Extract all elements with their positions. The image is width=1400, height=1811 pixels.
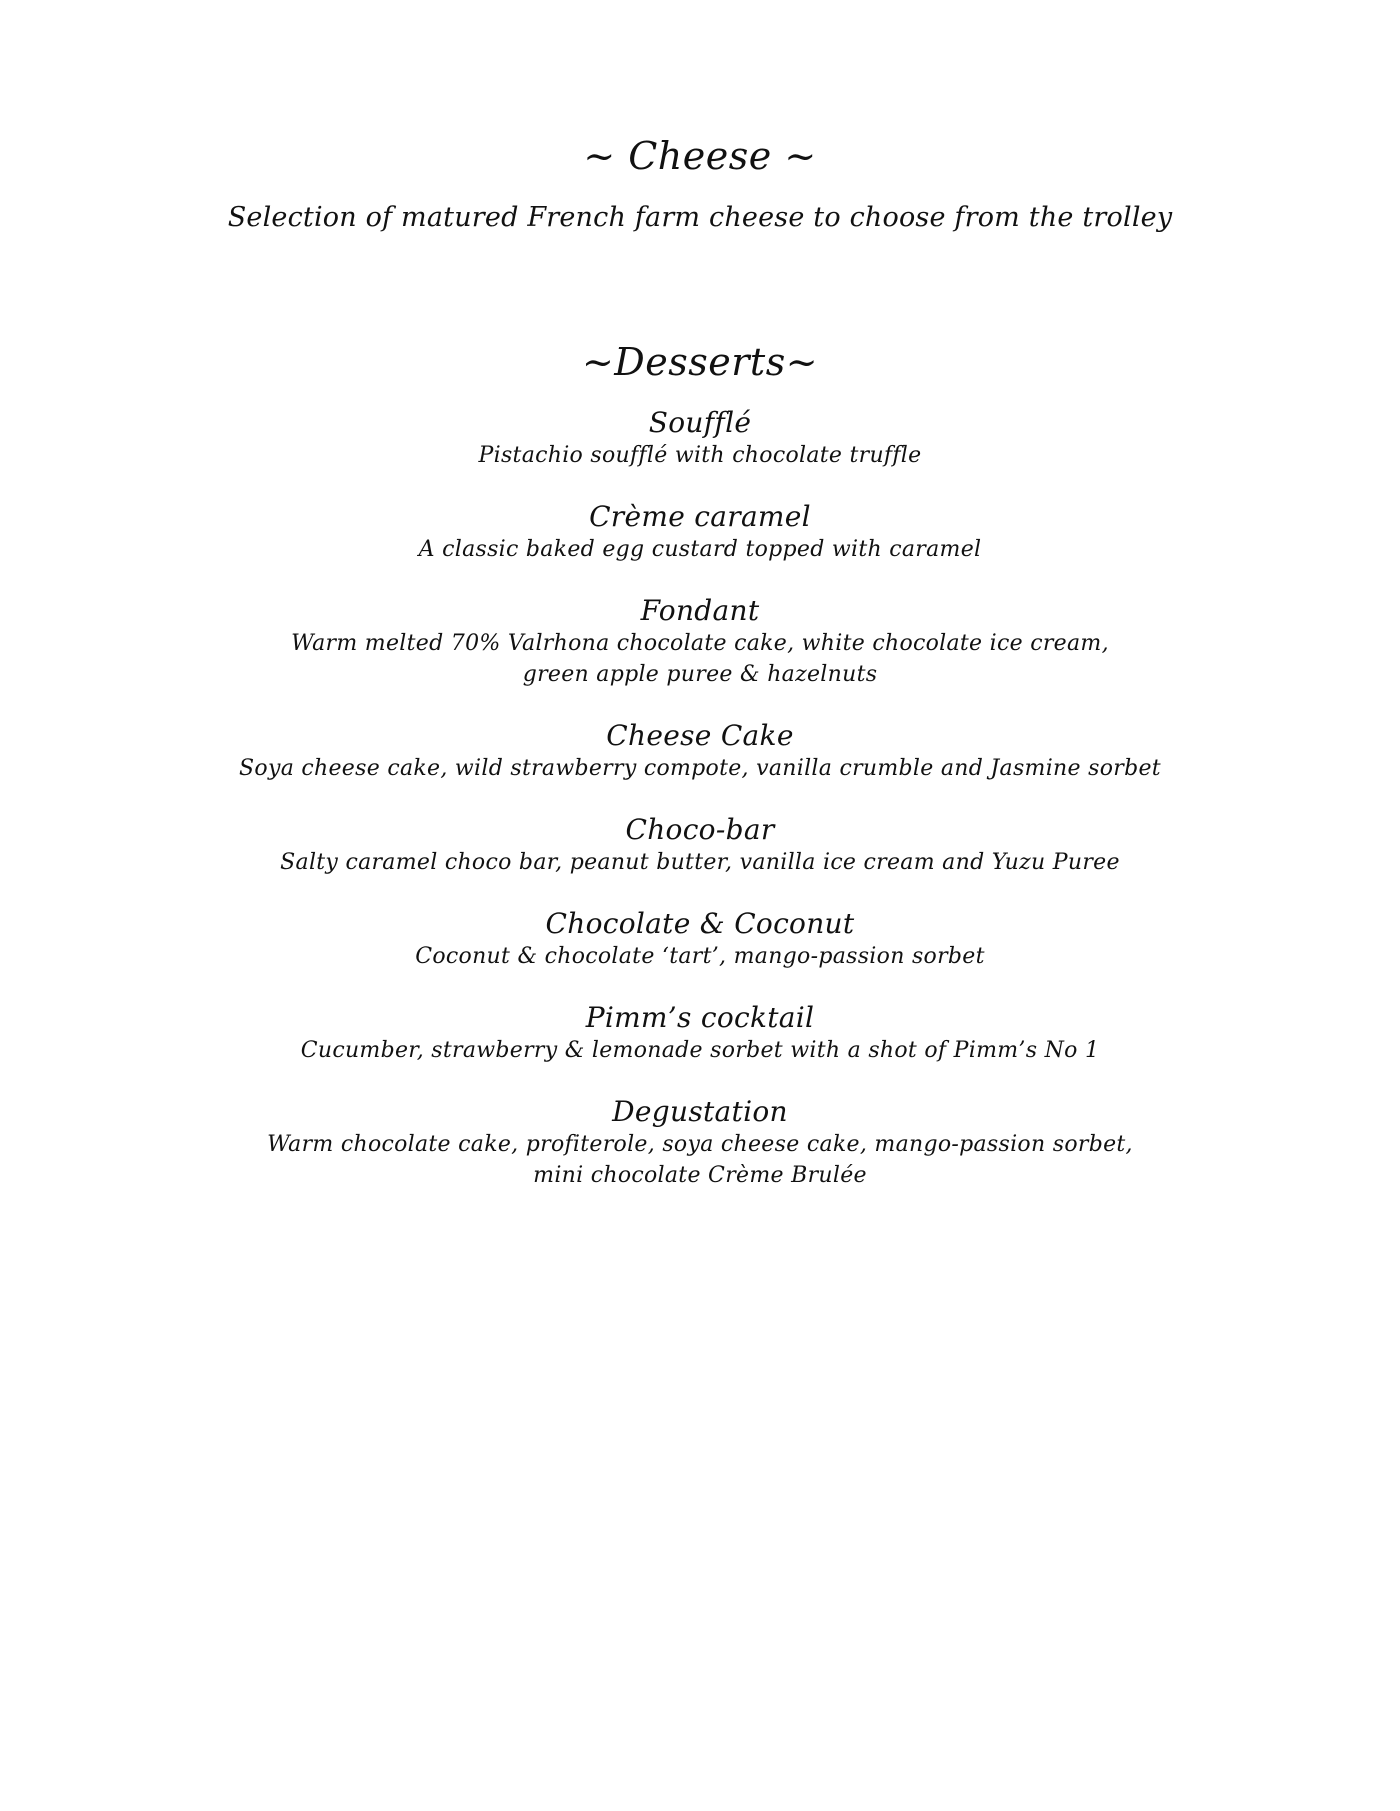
dessert-description: Pistachio soufflé with chocolate truffle	[478, 443, 922, 468]
dessert-description: Cucumber, strawberry & lemonade sorbet with a shot of Pimm’s No 1	[300, 1038, 1100, 1063]
dessert-name: Choco-bar	[625, 813, 775, 846]
desserts-section-title: ~Desserts~	[581, 340, 819, 384]
dessert-description: Coconut & chocolate ‘tart’, mango-passion sorbet	[415, 944, 985, 969]
dessert-item-fondant	[0, 594, 1400, 690]
dessert-item-degustation	[0, 1095, 1400, 1191]
cheese-section-title: ~ Cheese ~	[583, 134, 817, 178]
dessert-item-souffle	[0, 406, 1400, 471]
cheese-description: Selection of matured French farm cheese to choose from the trolley	[227, 202, 1173, 233]
dessert-name: Soufflé	[648, 406, 752, 439]
dessert-item-choco-bar	[0, 813, 1400, 878]
dessert-description: Salty caramel choco bar, peanut butter, vanilla ice cream and Yuzu Puree	[280, 850, 1120, 875]
dessert-item-pimms-cocktail	[0, 1001, 1400, 1066]
dessert-item-creme-caramel	[0, 500, 1400, 565]
dessert-description: Soya cheese cake, wild strawberry compote, vanilla crumble and Jasmine sorbet	[239, 756, 1161, 781]
dessert-description: Warm melted 70% Valrhona chocolate cake, white chocolate ice cream,	[291, 631, 1109, 656]
dessert-name: Pimm’s cocktail	[585, 1001, 815, 1034]
dessert-name: Chocolate & Coconut	[545, 907, 855, 940]
dessert-description-line-2: green apple puree & hazelnuts	[522, 662, 878, 687]
dessert-name: Cheese Cake	[606, 719, 794, 752]
dessert-description: A classic baked egg custard topped with caramel	[418, 537, 982, 562]
dessert-name: Degustation	[612, 1095, 788, 1128]
dessert-description-line-2: mini chocolate Crème Brulée	[533, 1163, 867, 1188]
desserts-list	[0, 406, 1400, 1220]
dessert-name: Crème caramel	[589, 500, 811, 533]
dessert-name: Fondant	[640, 594, 760, 627]
dessert-item-cheese-cake	[0, 719, 1400, 784]
dessert-description: Warm chocolate cake, profiterole, soya cheese cake, mango-passion sorbet,	[267, 1132, 1133, 1157]
dessert-item-chocolate-coconut	[0, 907, 1400, 972]
